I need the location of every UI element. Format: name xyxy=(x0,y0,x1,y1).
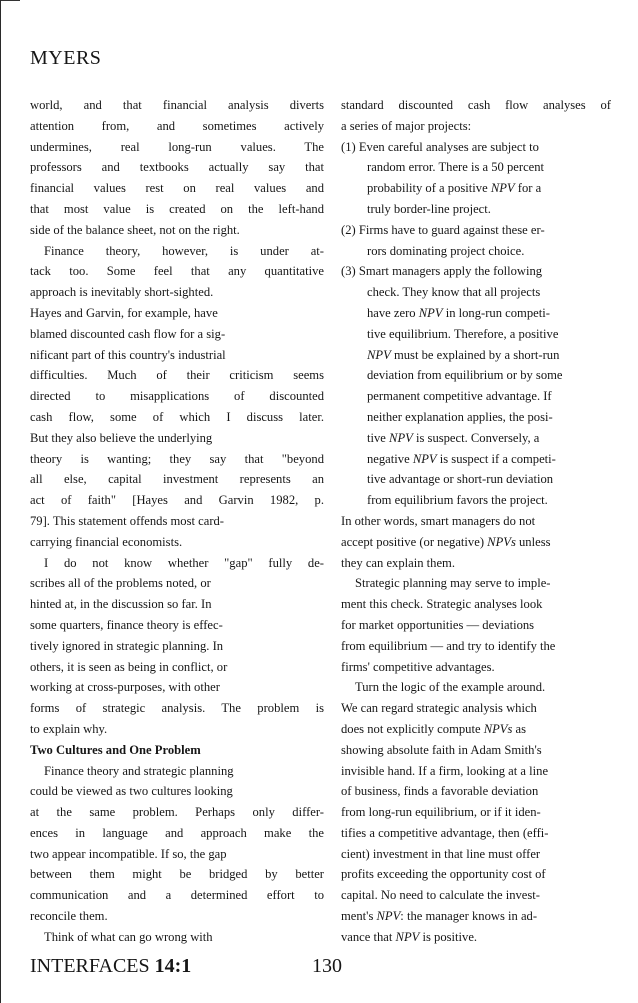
text-line: But they also believe the underlying xyxy=(30,430,213,445)
text-line: permanent competitive advantage. If xyxy=(367,389,552,404)
text-line: side of the balance sheet, not on the right. xyxy=(30,222,240,237)
text-line: rors dominating project choice. xyxy=(367,243,525,258)
list-item-2: (2) Firms have to guard against these er- xyxy=(341,222,545,237)
text-line: tively ignored in strategic planning. In xyxy=(30,638,224,653)
text-line: for market opportunities — deviations xyxy=(341,617,535,632)
text-line: hinted at, in the discussion so far. In xyxy=(30,597,212,612)
text-line: between them might be bridged by better xyxy=(30,867,324,882)
text-line: standard discounted cash flow analyses of xyxy=(341,98,611,112)
text-line: approach is inevitably short-sighted. xyxy=(30,285,214,300)
text-line: cient) investment in that line must offer xyxy=(341,846,541,861)
text-line: have zero NPV in long-run competi- xyxy=(367,305,550,320)
footer-journal xyxy=(30,955,191,978)
text-line: Hayes and Garvin, for example, have xyxy=(30,305,218,320)
text-line: ment this check. Strategic analyses look xyxy=(341,597,543,612)
text-line: undermines, real long-run values. The xyxy=(30,139,324,154)
right-column xyxy=(341,95,611,948)
section-heading: Two Cultures and One Problem xyxy=(30,742,201,757)
text-line: professors and textbooks actually say that xyxy=(30,160,324,175)
journal-issue: 14:1 xyxy=(154,955,192,977)
text-line: tack too. Some feel that any quantitative xyxy=(30,264,324,279)
text-line: probability of a positive NPV for a xyxy=(367,181,542,196)
text-line: cash flow, some of which I discuss later. xyxy=(30,409,324,424)
text-line: does not explicitly compute NPVs as xyxy=(341,721,527,736)
text-line: showing absolute faith in Adam Smith's xyxy=(341,742,542,757)
list-item-1: (1) Even careful analyses are subject to xyxy=(341,139,539,154)
text-line: Finance theory, however, is under at- xyxy=(44,243,324,258)
text-line: that most value is created on the left-hand xyxy=(30,201,324,216)
text-line: nificant part of this country's industrial xyxy=(30,347,226,362)
text-line: accept positive (or negative) NPVs unless xyxy=(341,534,551,549)
page-left-edge xyxy=(0,0,1,1003)
text-line: invisible hand. If a firm, looking at a line xyxy=(341,763,549,778)
text-line: profits exceeding the opportunity cost of xyxy=(341,867,546,882)
text-line: 79]. This statement offends most card- xyxy=(30,513,224,528)
text-line: tive NPV is suspect. Conversely, a xyxy=(367,430,540,445)
text-line: world, and that financial analysis diverts xyxy=(30,98,324,112)
text-line: I do not know whether "gap" fully de- xyxy=(44,555,324,570)
text-line: from equilibrium favors the project. xyxy=(367,493,548,508)
text-line: neither explanation applies, the posi- xyxy=(367,409,553,424)
text-line: theory is wanting; they say that "beyond xyxy=(30,451,324,466)
text-line: vance that NPV is positive. xyxy=(341,929,478,944)
text-line: a series of major projects: xyxy=(341,118,472,133)
text-line: negative NPV is suspect if a competi- xyxy=(367,451,556,466)
text-line: at the same problem. Perhaps only differ- xyxy=(30,805,324,820)
text-line: capital. No need to calculate the invest- xyxy=(341,888,540,903)
text-line: truly border-line project. xyxy=(367,201,491,216)
text-line: Think of what can go wrong with xyxy=(44,929,213,944)
text-line: financial values rest on real values and xyxy=(30,181,324,196)
left-column xyxy=(30,95,324,948)
text-line: firms' competitive advantages. xyxy=(341,659,495,674)
text-line: communication and a determined effort to xyxy=(30,888,324,903)
text-line: working at cross-purposes, with other xyxy=(30,680,220,695)
text-line: ences in language and approach make the xyxy=(30,825,324,840)
page-number: 130 xyxy=(312,955,342,977)
text-line: In other words, smart managers do not xyxy=(341,513,536,528)
text-line: scribes all of the problems noted, or xyxy=(30,576,211,591)
list-item-3: (3) Smart managers apply the following xyxy=(341,264,543,279)
text-line: forms of strategic analysis. The problem is xyxy=(30,701,324,716)
text-line: to explain why. xyxy=(30,721,108,736)
text-line: difficulties. Much of their criticism seems xyxy=(30,368,324,383)
text-line: random error. There is a 50 percent xyxy=(367,160,545,175)
text-line: from long-run equilibrium, or if it iden- xyxy=(341,805,541,820)
running-head: MYERS xyxy=(30,47,102,69)
text-line: check. They know that all projects xyxy=(367,285,541,300)
text-line: of business, finds a favorable deviation xyxy=(341,784,539,799)
text-line: attention from, and sometimes actively xyxy=(30,118,324,133)
text-line: tive equilibrium. Therefore, a positive xyxy=(367,326,559,341)
text-line: all else, capital investment represents an xyxy=(30,472,324,487)
text-line: Turn the logic of the example around. xyxy=(355,680,546,695)
text-line: deviation from equilibrium or by some xyxy=(367,368,563,383)
text-line: Finance theory and strategic planning xyxy=(44,763,234,778)
top-edge-rule xyxy=(0,0,20,1)
text-line: We can regard strategic analysis which xyxy=(341,701,537,716)
text-line: directed to misapplications of discounted xyxy=(30,389,324,404)
text-line: Strategic planning may serve to imple- xyxy=(355,576,551,591)
text-line: others, it is seen as being in conflict, or xyxy=(30,659,228,674)
text-line: from equilibrium — and try to identify the xyxy=(341,638,556,653)
text-line: act of faith" [Hayes and Garvin 1982, p. xyxy=(30,493,324,508)
text-line: NPV must be explained by a short-run xyxy=(367,347,560,362)
journal-name: INTERFACES xyxy=(30,955,150,977)
text-line: they can explain them. xyxy=(341,555,456,570)
text-line: two appear incompatible. If so, the gap xyxy=(30,846,227,861)
text-line: carrying financial economists. xyxy=(30,534,183,549)
text-line: blamed discounted cash flow for a sig- xyxy=(30,326,226,341)
text-line: could be viewed as two cultures looking xyxy=(30,784,233,799)
text-line: some quarters, finance theory is effec- xyxy=(30,617,223,632)
text-line: reconcile them. xyxy=(30,909,108,924)
text-line: tifies a competitive advantage, then (effi- xyxy=(341,825,549,840)
text-line: tive advantage or short-run deviation xyxy=(367,472,554,487)
text-line: ment's NPV: the manager knows in ad- xyxy=(341,909,538,924)
